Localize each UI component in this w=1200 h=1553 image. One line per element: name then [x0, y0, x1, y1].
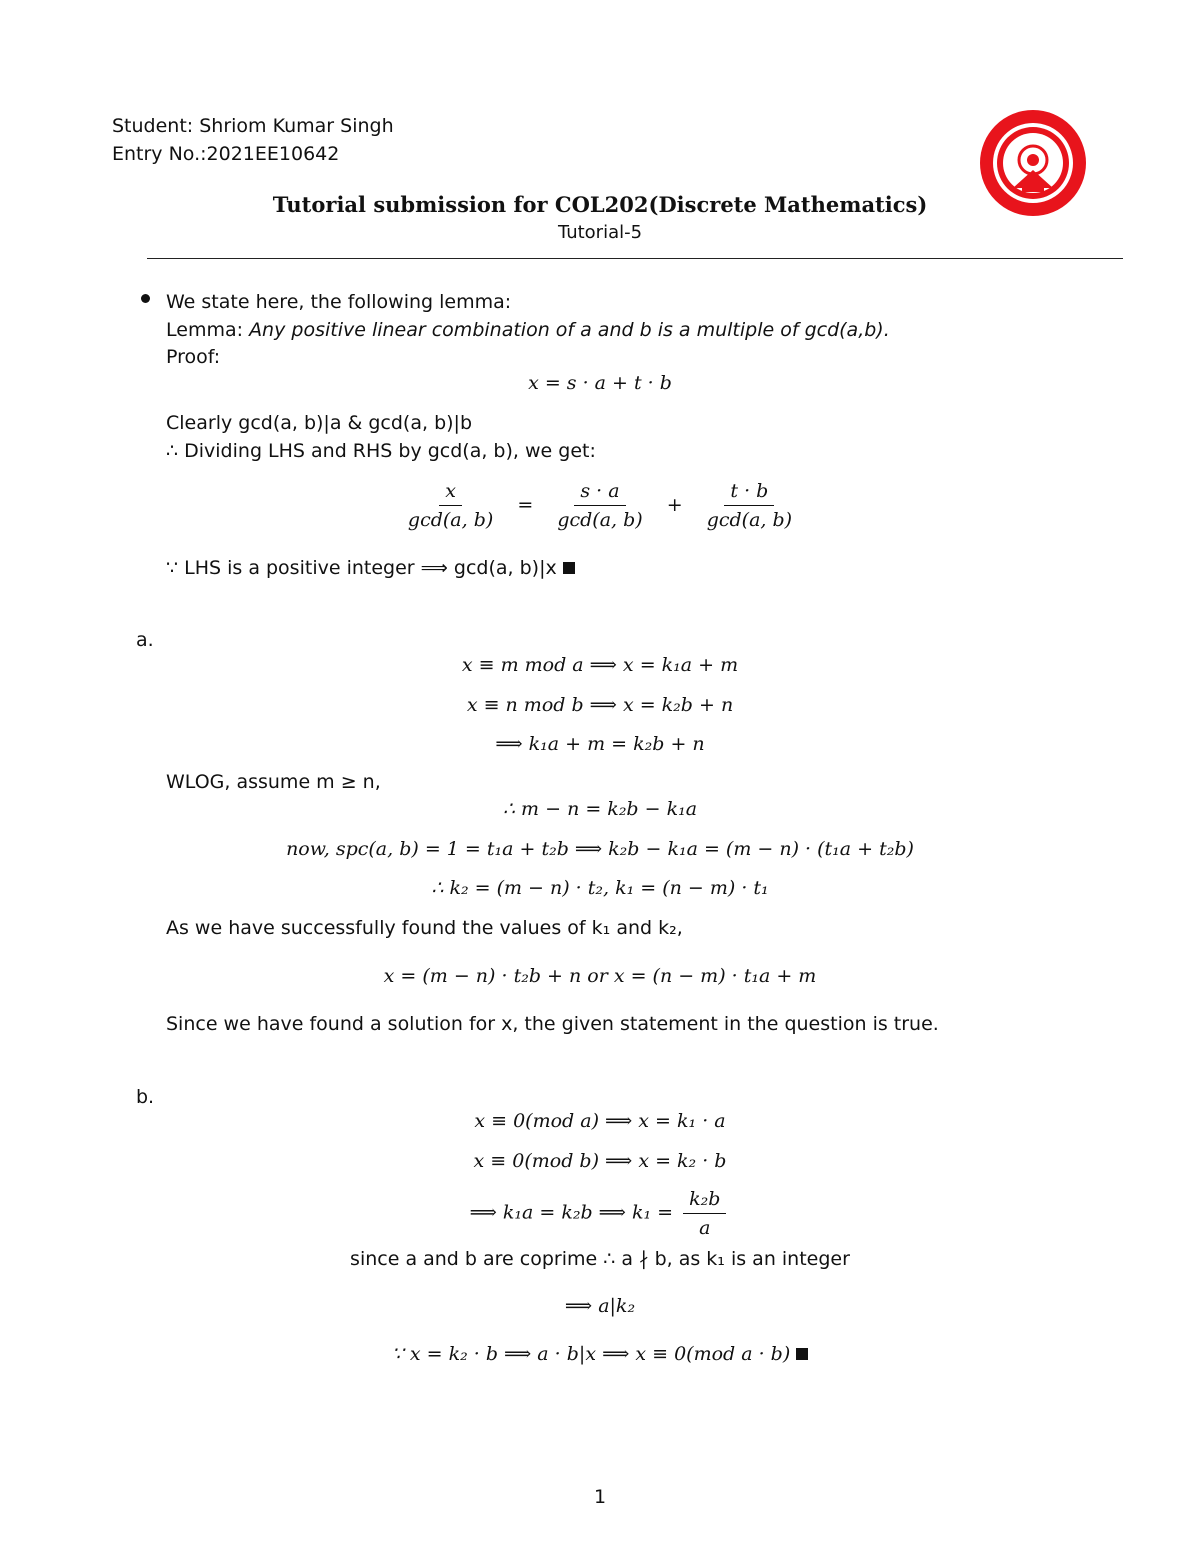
fraction-mid-denominator: gcd(a, b) [557, 509, 643, 531]
part-a-label: a. [136, 629, 154, 651]
lemma-label: Lemma: [166, 319, 244, 341]
part-b-eq-3-left: ⟹ k₁a = k₂b ⟹ k₁ = [469, 1201, 674, 1224]
part-b-label: b. [136, 1086, 155, 1108]
proof-label: Proof: [166, 346, 221, 368]
lemma-intro: We state here, the following lemma: [166, 291, 512, 313]
part-a-eq-6: ∴ k₂ = (m − n) · t₂, k₁ = (n − m) · t₁ [431, 877, 769, 899]
fraction-lhs-denominator: gcd(a, b) [407, 509, 494, 531]
student-name: Student: Shriom Kumar Singh [112, 115, 394, 137]
entry-number: Entry No.:2021EE10642 [112, 143, 340, 165]
lemma-clearly: Clearly gcd(a, b)|a & gcd(a, b)|b [166, 412, 473, 434]
lemma-dividing: ∴ Dividing LHS and RHS by gcd(a, b), we get: [166, 440, 596, 462]
part-a-eq-5: now, spc(a, b) = 1 = t₁a + t₂b ⟹ k₂b − k₁a = (m − n) · (t₁a + t₂b) [286, 838, 914, 860]
lemma-conclusion-line [166, 557, 575, 579]
fraction-right-numerator: t · b [724, 480, 774, 506]
qed-icon [796, 1348, 808, 1360]
fraction-lhs-numerator: x [439, 480, 462, 506]
part-b-eq-1: x ≡ 0(mod a) ⟹ x = k₁ · a [474, 1110, 726, 1132]
bullet-icon [141, 294, 150, 303]
part-a-eq-7: x = (m − n) · t₂b + n or x = (n − m) · t₁a + m [383, 965, 817, 987]
lemma-fraction-equation: $\frac{x}{\gcd(a, b)}$ = $\frac{s \cdot a}{\gcd(a, b)}$ + $\frac{t \cdot b}{\gcd(a, b)}$ [0, 480, 1200, 531]
part-b-eq-3 [0, 1188, 1200, 1239]
part-b-fraction [683, 1188, 726, 1239]
part-b-eq-4: ⟹ a|k₂ [564, 1295, 636, 1317]
fraction-mid [551, 480, 648, 531]
part-a-eq-4: ∴ m − n = k₂b − k₁a [502, 798, 698, 820]
lemma-line [166, 319, 890, 341]
part-a-found: As we have successfully found the values of k₁ and k₂, [166, 917, 683, 939]
lemma-statement: Any positive linear combination of a and b is a multiple of gcd(a,b). [249, 319, 890, 341]
fraction-right-denominator: gcd(a, b) [706, 509, 793, 531]
fraction-right [701, 480, 798, 531]
part-a-conclusion: Since we have found a solution for x, the given statement in the question is true. [166, 1013, 939, 1035]
lemma-conclusion: ∵ LHS is a positive integer ⟹ gcd(a, b)|x [166, 557, 557, 579]
part-b-eq-5: ∵ x = k₂ · b ⟹ a · b|x ⟹ x ≡ 0(mod a · b) [391, 1343, 791, 1365]
part-b-eq-5-line [0, 1343, 1200, 1365]
part-b-fraction-denominator: a [699, 1217, 711, 1239]
part-a-eq-1: x ≡ m mod a ⟹ x = k₁a + m [461, 654, 739, 676]
document-title: Tutorial submission for COL202(Discrete Mathematics) [272, 192, 928, 217]
lemma-equation-1: x = s · a + t · b [528, 372, 672, 394]
page-number: 1 [593, 1486, 607, 1508]
part-a-eq-3: ⟹ k₁a + m = k₂b + n [495, 733, 705, 755]
fraction-mid-numerator: s · a [574, 480, 625, 506]
document-subtitle: Tutorial-5 [557, 222, 643, 243]
part-a-eq-2: x ≡ n mod b ⟹ x = k₂b + n [466, 694, 734, 716]
header-divider [147, 258, 1123, 259]
part-b-fraction-numerator: k₂b [683, 1188, 726, 1214]
part-b-coprime: since a and b are coprime ∴ a ∤ b, as k₁ is an integer [350, 1248, 850, 1270]
part-b-eq-2: x ≡ 0(mod b) ⟹ x = k₂ · b [473, 1150, 727, 1172]
part-a-wlog: WLOG, assume m ≥ n, [166, 771, 381, 793]
qed-icon [563, 562, 575, 574]
fraction-lhs [402, 480, 499, 531]
